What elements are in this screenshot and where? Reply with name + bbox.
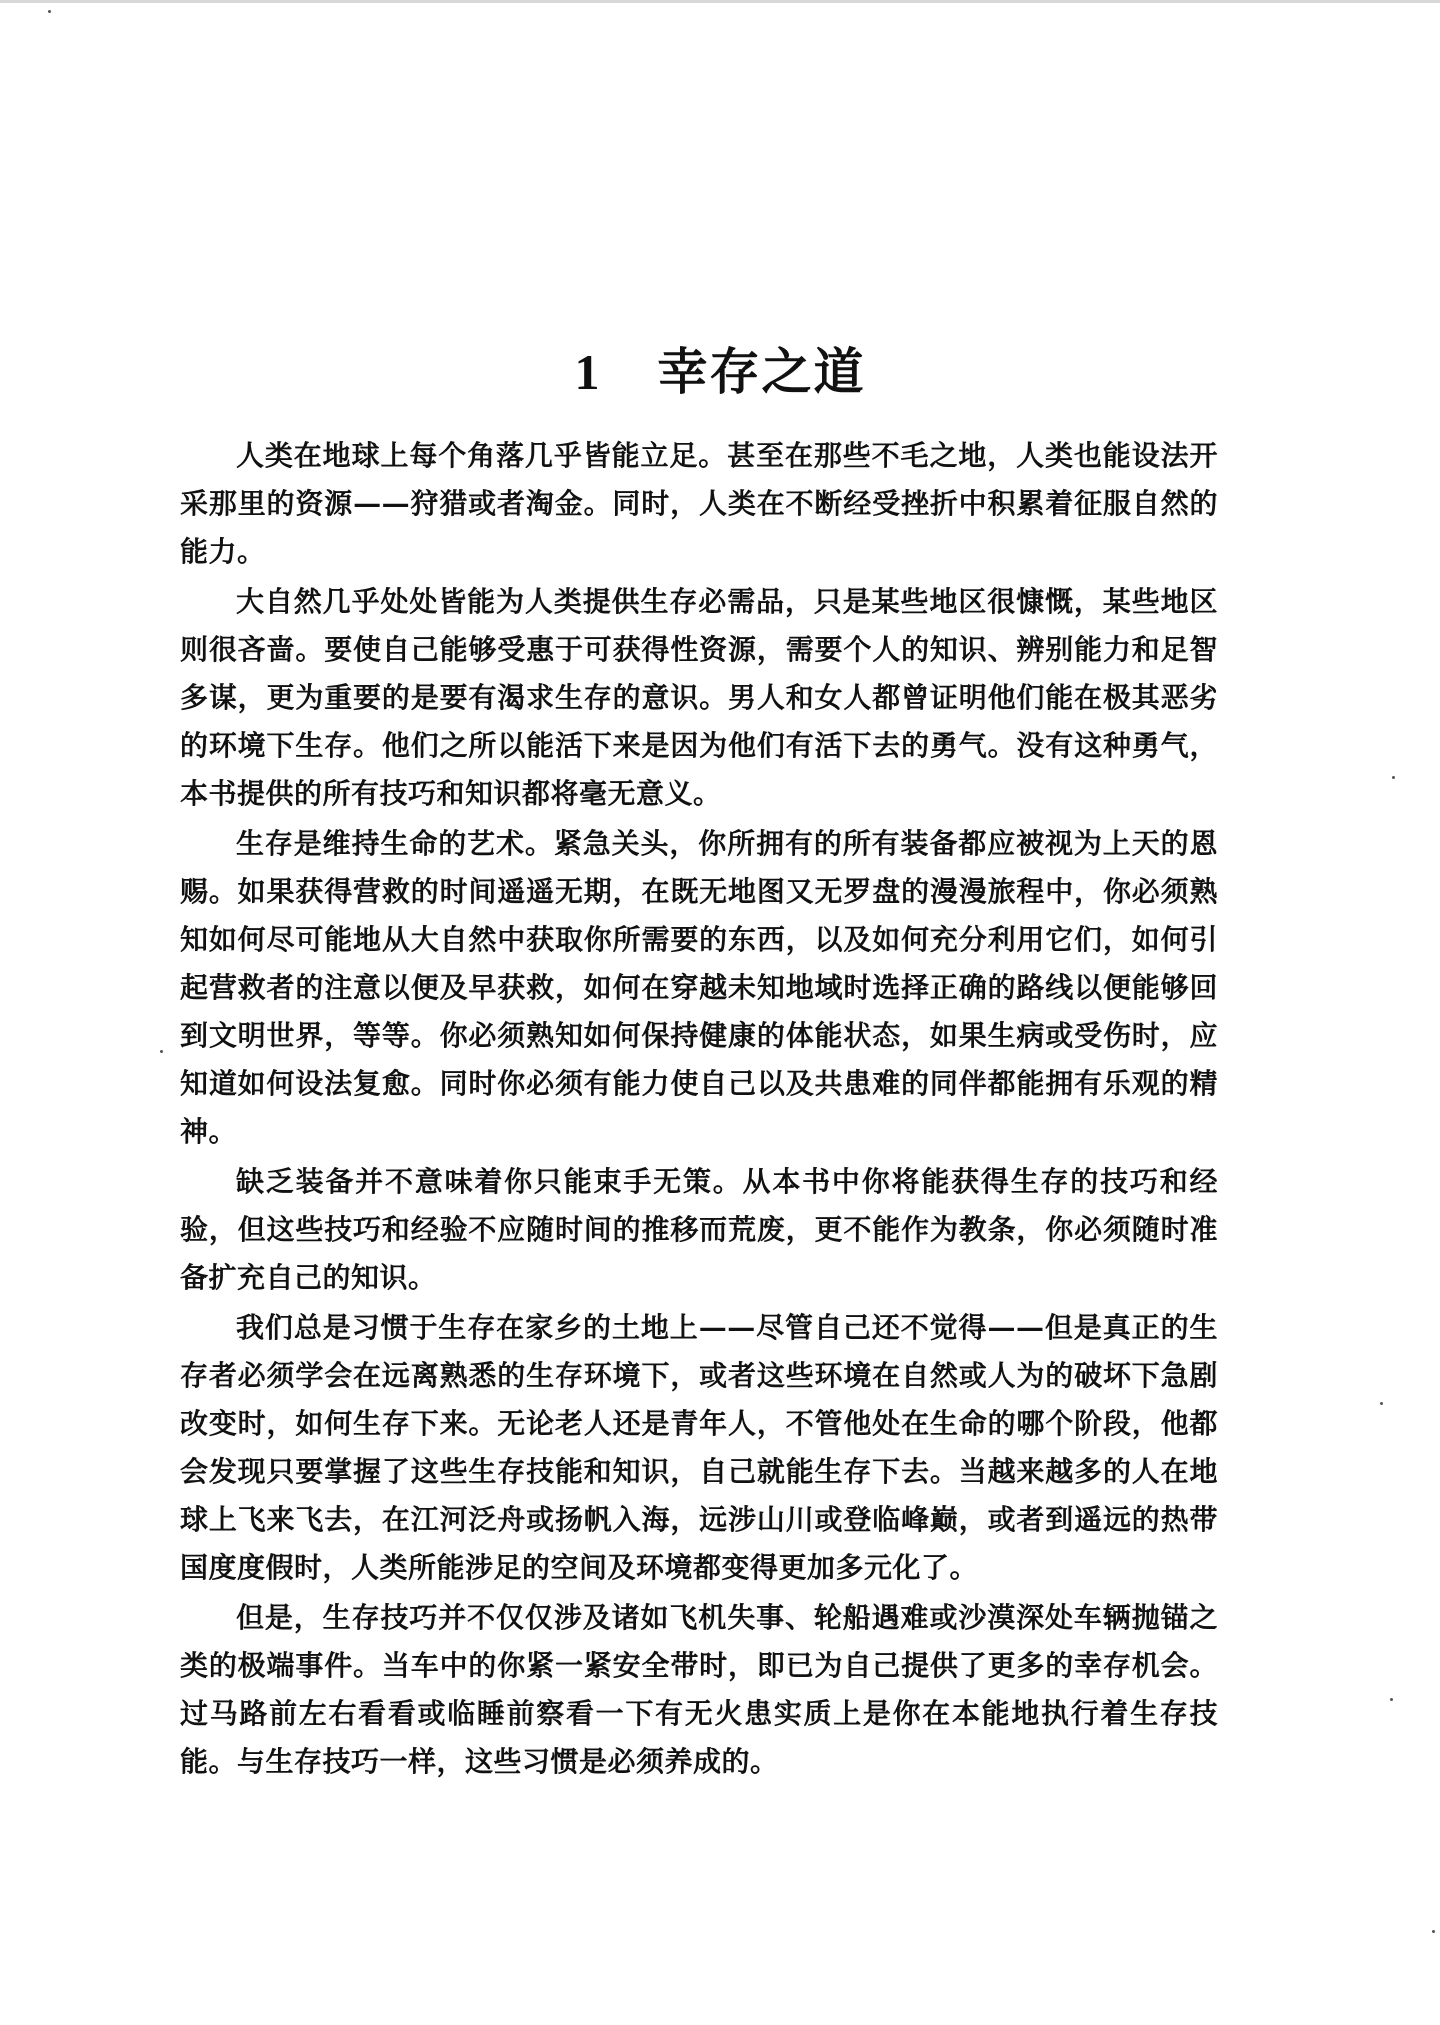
chapter-body	[180, 432, 1218, 1788]
paragraph: 生存是维持生命的艺术。紧急关头，你所拥有的所有装备都应被视为上天的恩赐。如果获得营救的时间遥遥无期，在既无地图又无罗盘的漫漫旅程中，你必须熟知如何尽可能地从大自然中获取你所需要的东西，以及如何充分利用它们，如何引起营救者的注意以便及早获救，如何在穿越未知地域时选择正确的路线以便能够回到文明世界，等等。你必须熟知如何保持健康的体能状态，如果生病或受伤时，应知道如何设法复愈。同时你必须有能力使自己以及共患难的同伴都能拥有乐观的精神。	[180, 827, 1218, 1148]
paragraph: 缺乏装备并不意味着你只能束手无策。从本书中你将能获得生存的技巧和经验，但这些技巧和经验不应随时间的推移而荒废，更不能作为教条，你必须随时准备扩充自己的知识。	[180, 1165, 1218, 1294]
scan-speck	[1390, 1698, 1393, 1701]
scan-speck	[1432, 1930, 1435, 1933]
chapter-number: 1	[574, 343, 602, 400]
scan-speck	[1380, 1402, 1383, 1405]
chapter-heading	[0, 332, 1440, 412]
scan-speck	[160, 1050, 163, 1053]
paragraph: 但是，生存技巧并不仅仅涉及诸如飞机失事、轮船遇难或沙漠深处车辆抛锚之类的极端事件。当车中的你紧一紧安全带时，即已为自己提供了更多的幸存机会。过马路前左右看看或临睡前察看一下有无火患实质上是你在本能地执行着生存技能。与生存技巧一样，这些习惯是必须养成的。	[180, 1601, 1218, 1778]
paragraph: 我们总是习惯于生存在家乡的土地上——尽管自己还不觉得——但是真正的生存者必须学会在远离熟悉的生存环境下，或者这些环境在自然或人为的破坏下急剧改变时，如何生存下来。无论老人还是青年人，不管他处在生命的哪个阶段，他都会发现只要掌握了这些生存技能和知识，自己就能生存下去。当越来越多的人在地球上飞来飞去，在江河泛舟或扬帆入海，远涉山川或登临峰巅，或者到遥远的热带国度度假时，人类所能涉足的空间及环境都变得更加多元化了。	[180, 1311, 1218, 1584]
paragraph: 人类在地球上每个角落几乎皆能立足。甚至在那些不毛之地，人类也能设法开采那里的资源——狩猎或者淘金。同时，人类在不断经受挫折中积累着征服自然的能力。	[180, 439, 1218, 568]
paragraph: 大自然几乎处处皆能为人类提供生存必需品，只是某些地区很慷慨，某些地区则很吝啬。要使自己能够受惠于可获得性资源，需要个人的知识、辨别能力和足智多谋，更为重要的是要有渴求生存的意识。男人和女人都曾证明他们能在极其恶劣的环境下生存。他们之所以能活下来是因为他们有活下去的勇气。没有这种勇气，本书提供的所有技巧和知识都将毫无意义。	[180, 585, 1218, 810]
scan-speck	[1392, 776, 1395, 779]
scan-top-edge	[0, 0, 1440, 3]
scan-speck	[48, 10, 51, 13]
chapter-title: 幸存之道	[657, 341, 866, 401]
